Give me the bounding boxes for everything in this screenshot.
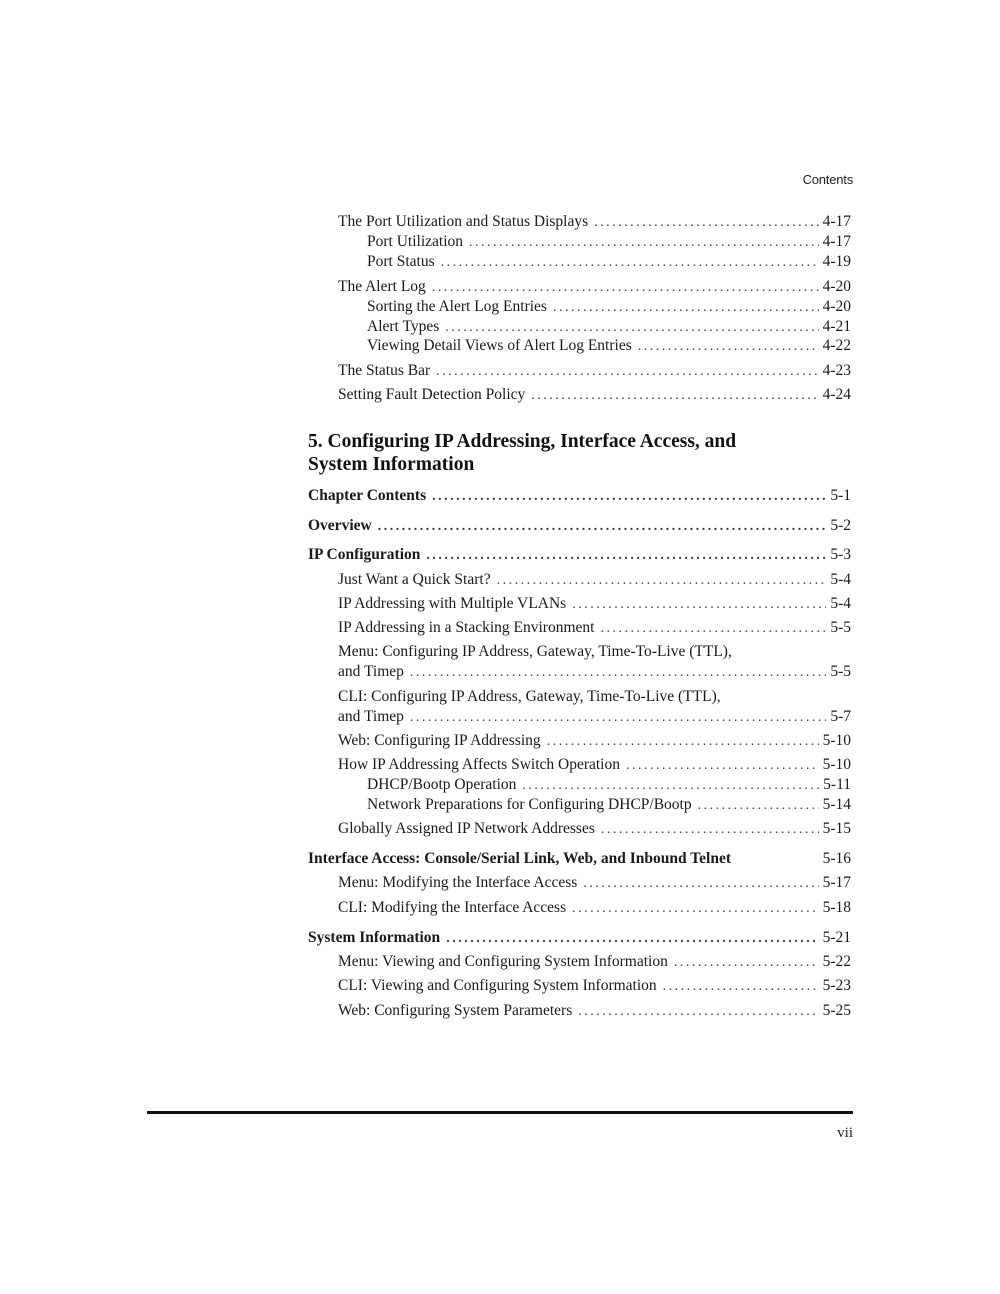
toc-entry-label: How IP Addressing Affects Switch Operation (338, 755, 626, 775)
toc-entry[interactable] (308, 545, 851, 566)
dot-leader (600, 619, 826, 639)
toc-entry-label-line-1: Menu: Configuring IP Address, Gateway, Time-To-Live (TTL), (338, 643, 732, 660)
toc-entry-label: Port Utilization (367, 232, 469, 252)
toc-entry-label: Web: Configuring System Parameters (338, 1001, 578, 1021)
toc-entry-page: 5-18 (819, 898, 851, 918)
toc-entry-label: and Timep (338, 662, 410, 682)
toc-entry[interactable] (308, 873, 851, 894)
toc-entry[interactable] (308, 928, 851, 949)
dot-leader (378, 517, 827, 537)
toc-entry-page: 5-4 (826, 594, 851, 614)
dot-leader (663, 977, 819, 997)
toc-entry-page: 5-14 (819, 795, 851, 815)
toc-entry[interactable] (308, 594, 851, 615)
page-number: vii (837, 1125, 853, 1141)
toc-entry-page: 5-10 (819, 731, 851, 751)
toc-entry[interactable] (308, 819, 851, 840)
dot-leader (583, 874, 818, 894)
dot-leader (674, 953, 819, 973)
dot-leader (445, 318, 818, 338)
toc-entry-page: 4-20 (819, 297, 851, 317)
dot-leader (436, 362, 818, 382)
toc-entry-label: IP Addressing in a Stacking Environment (338, 618, 600, 638)
toc-entry-page: 5-7 (826, 707, 851, 727)
dot-leader (410, 663, 826, 683)
toc-entry-label: CLI: Viewing and Configuring System Information (338, 976, 663, 996)
toc-entry-label: DHCP/Bootp Operation (367, 775, 522, 795)
toc-entry-label: Overview (308, 516, 378, 536)
toc-entry[interactable] (308, 361, 851, 382)
chapter-title-line-1: 5. Configuring IP Addressing, Interface Access, and (308, 431, 737, 452)
toc-entry-page: 4-17 (819, 212, 851, 232)
dot-leader (553, 298, 819, 318)
toc-entry[interactable] (308, 252, 851, 273)
toc-entry-label: Menu: Viewing and Configuring System Information (338, 952, 674, 972)
toc-entry-label: System Information (308, 928, 446, 948)
dot-leader (446, 929, 818, 949)
toc-entry-page: 5-5 (826, 618, 851, 638)
toc-entry-page: 4-20 (819, 277, 851, 297)
toc-entry-label: Menu: Modifying the Interface Access (338, 873, 583, 893)
toc-entry[interactable] (308, 317, 851, 338)
toc-entry[interactable] (308, 662, 851, 683)
dot-leader (522, 776, 819, 796)
toc-entry[interactable] (308, 486, 851, 507)
toc-entry-page: 4-21 (819, 317, 851, 337)
toc-entry[interactable] (308, 516, 851, 537)
dot-leader (594, 213, 818, 233)
toc-entry-label: The Alert Log (338, 277, 432, 297)
toc-entry-label: CLI: Modifying the Interface Access (338, 898, 572, 918)
dot-leader (698, 796, 819, 816)
toc-entry-label: The Status Bar (338, 361, 436, 381)
footer-rule (147, 1111, 853, 1114)
toc-entry[interactable] (308, 277, 851, 298)
toc-entry[interactable] (308, 618, 851, 639)
toc-entry-label: IP Configuration (308, 545, 426, 565)
dot-leader (410, 708, 826, 728)
dot-leader (426, 546, 826, 566)
toc-entry[interactable] (308, 336, 851, 357)
toc-entry-label: Port Status (367, 252, 441, 272)
toc-entry-label: Viewing Detail Views of Alert Log Entries (367, 336, 638, 356)
toc-entry-label: Setting Fault Detection Policy (338, 385, 531, 405)
toc-entry-page: 5-4 (826, 570, 851, 590)
toc-entry-page: 5-22 (819, 952, 851, 972)
toc-entry[interactable] (308, 976, 851, 997)
dot-leader (497, 571, 827, 591)
toc-entry[interactable] (308, 297, 851, 318)
toc-entry-label: Just Want a Quick Start? (338, 570, 497, 590)
running-head: Contents (802, 172, 853, 187)
toc-entry-page: 5-25 (819, 1001, 851, 1021)
toc-entry-page: 5-17 (819, 873, 851, 893)
toc-entry[interactable] (308, 212, 851, 233)
toc-entry-page: 5-10 (819, 755, 851, 775)
toc-entry[interactable] (308, 775, 851, 796)
toc-entry-page: 4-22 (819, 336, 851, 356)
dot-leader (469, 233, 819, 253)
toc-entry-label: Sorting the Alert Log Entries (367, 297, 553, 317)
chapter-title-line-2: System Information (308, 454, 475, 475)
toc-entry-label: Web: Configuring IP Addressing (338, 731, 547, 751)
toc-entry-label: Alert Types (367, 317, 445, 337)
dot-leader (531, 386, 818, 406)
dot-leader (638, 337, 819, 357)
toc-entry[interactable] (308, 755, 851, 776)
toc-entry-page: 5-5 (826, 662, 851, 682)
toc-entry-page: 5-2 (826, 516, 851, 536)
toc-entry[interactable] (308, 731, 851, 752)
toc-entry-page: 5-21 (819, 928, 851, 948)
toc-entry[interactable] (308, 849, 851, 869)
dot-leader (578, 1002, 818, 1022)
toc-entry-page: 5-16 (819, 849, 851, 869)
toc-entry-page: 4-24 (819, 385, 851, 405)
toc-entry[interactable] (308, 707, 851, 728)
toc-entry-page: 5-1 (826, 486, 851, 506)
toc-entry-label-line-1: CLI: Configuring IP Address, Gateway, Time-To-Live (TTL), (338, 688, 721, 705)
toc-entry-label: and Timep (338, 707, 410, 727)
toc-entry-page: 4-17 (819, 232, 851, 252)
dot-leader (572, 595, 826, 615)
toc-entry-label: Chapter Contents (308, 486, 432, 506)
dot-leader (547, 732, 819, 752)
toc-entry-page: 5-11 (819, 775, 851, 795)
toc-entry-page: 5-15 (819, 819, 851, 839)
toc-entry-label: The Port Utilization and Status Displays (338, 212, 594, 232)
toc-entry[interactable] (308, 795, 851, 816)
dot-leader (441, 253, 819, 273)
toc-entry[interactable] (308, 232, 851, 253)
toc-entry-page: 5-23 (819, 976, 851, 996)
toc-entry-page: 4-23 (819, 361, 851, 381)
dot-leader (432, 278, 819, 298)
dot-leader (572, 899, 818, 919)
dot-leader (432, 487, 826, 507)
toc-entry-label: IP Addressing with Multiple VLANs (338, 594, 572, 614)
toc-entry[interactable] (308, 385, 851, 406)
toc-entry[interactable] (308, 952, 851, 973)
toc-entry[interactable] (308, 898, 851, 919)
toc-entry-label: Globally Assigned IP Network Addresses (338, 819, 601, 839)
toc-entry-page: 4-19 (819, 252, 851, 272)
toc-entry-label: Network Preparations for Configuring DHCP/Bootp (367, 795, 698, 815)
dot-leader (626, 756, 819, 776)
dot-leader (601, 820, 819, 840)
toc-entry-label: Interface Access: Console/Serial Link, Web, and Inbound Telnet (308, 850, 732, 867)
toc-entry-page: 5-3 (826, 545, 851, 565)
toc-entry[interactable] (308, 570, 851, 591)
toc-entry[interactable] (308, 1001, 851, 1022)
